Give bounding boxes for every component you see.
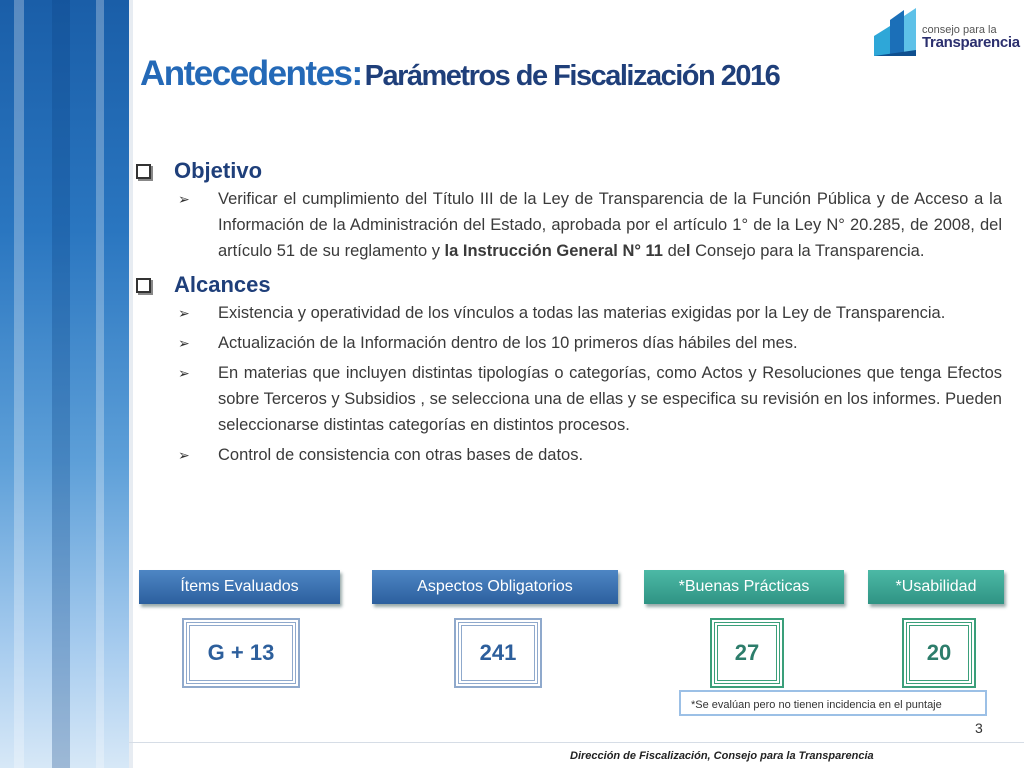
metric-label-usabilidad: *Usabilidad — [868, 570, 1004, 604]
side-stripe — [52, 0, 70, 768]
footer-text: Dirección de Fiscalización, Consejo para la Transparencia — [570, 750, 874, 762]
logo-line1: consejo para la — [922, 24, 997, 36]
item-text-bold: l — [685, 242, 691, 260]
heading-label: Objetivo — [174, 158, 263, 183]
checkbox-bullet-icon — [136, 164, 151, 179]
logo-mark-icon — [868, 6, 922, 60]
item-text: de — [662, 242, 686, 260]
footer-divider — [129, 742, 1024, 743]
list-item — [134, 442, 1002, 468]
list-item — [134, 300, 1002, 326]
alcances-list — [134, 300, 1002, 468]
arrow-bullet-icon: ➢ — [178, 335, 190, 351]
item-text: Control de consistencia con otras bases de datos. — [218, 446, 584, 464]
metric-value-usabilidad: 20 — [906, 622, 972, 684]
content — [134, 156, 1002, 472]
item-text: Verificar el cumplimiento del Título III de la Ley de Transparencia de la Función Pública y de Acceso a la Información de la Administración del Estado, aprobada por el artículo 1° de la Ley N° 20.285, de 2008, del artículo 51 de su reglamento y — [218, 190, 1002, 260]
checkbox-bullet-icon — [136, 278, 151, 293]
section-heading-objetivo — [134, 156, 1002, 186]
item-text: Actualización de la Información dentro de los 10 primeros días hábiles del mes. — [218, 334, 798, 352]
metric-label-aspectos-obligatorios: Aspectos Obligatorios — [372, 570, 618, 604]
arrow-bullet-icon: ➢ — [178, 365, 190, 381]
item-text: Consejo para la Transparencia. — [690, 242, 925, 260]
title-main: Antecedentes: — [140, 54, 362, 93]
list-item — [134, 186, 1002, 264]
side-panel — [0, 0, 129, 768]
arrow-bullet-icon: ➢ — [178, 191, 190, 207]
page-title — [140, 54, 779, 94]
page-number: 3 — [975, 720, 983, 736]
side-divider — [129, 0, 133, 768]
metric-value-buenas-practicas: 27 — [714, 622, 780, 684]
side-stripe — [96, 0, 104, 768]
metric-value-aspectos-obligatorios: 241 — [458, 622, 538, 684]
title-sub: Parámetros de Fiscalización 2016 — [364, 60, 780, 92]
logo — [868, 6, 1018, 60]
arrow-bullet-icon: ➢ — [178, 305, 190, 321]
side-stripe — [14, 0, 24, 768]
section-heading-alcances — [134, 270, 1002, 300]
list-item — [134, 360, 1002, 438]
item-text: Existencia y operatividad de los vínculos a todas las materias exigidas por la Ley de Transparencia. — [218, 304, 946, 322]
logo-line2: Transparencia — [922, 34, 1020, 51]
arrow-bullet-icon: ➢ — [178, 447, 190, 463]
footnote-box: *Se evalúan pero no tienen incidencia en el puntaje — [679, 690, 987, 716]
metric-label-items-evaluados: Ítems Evaluados — [139, 570, 340, 604]
list-item — [134, 330, 1002, 356]
metric-label-buenas-practicas: *Buenas Prácticas — [644, 570, 844, 604]
objetivo-list — [134, 186, 1002, 264]
heading-label: Alcances — [174, 272, 271, 297]
item-text: En materias que incluyen distintas tipologías o categorías, como Actos y Resoluciones que tenga Efectos sobre Terceros y Subsidios , se selecciona una de ellas y se especifica su revisión en los informes. Pueden seleccionarse distintas categorías en distintos procesos. — [218, 364, 1002, 434]
item-text-bold: la Instrucción General N° 11 — [444, 242, 663, 260]
metric-value-items-evaluados: G + 13 — [186, 622, 296, 684]
